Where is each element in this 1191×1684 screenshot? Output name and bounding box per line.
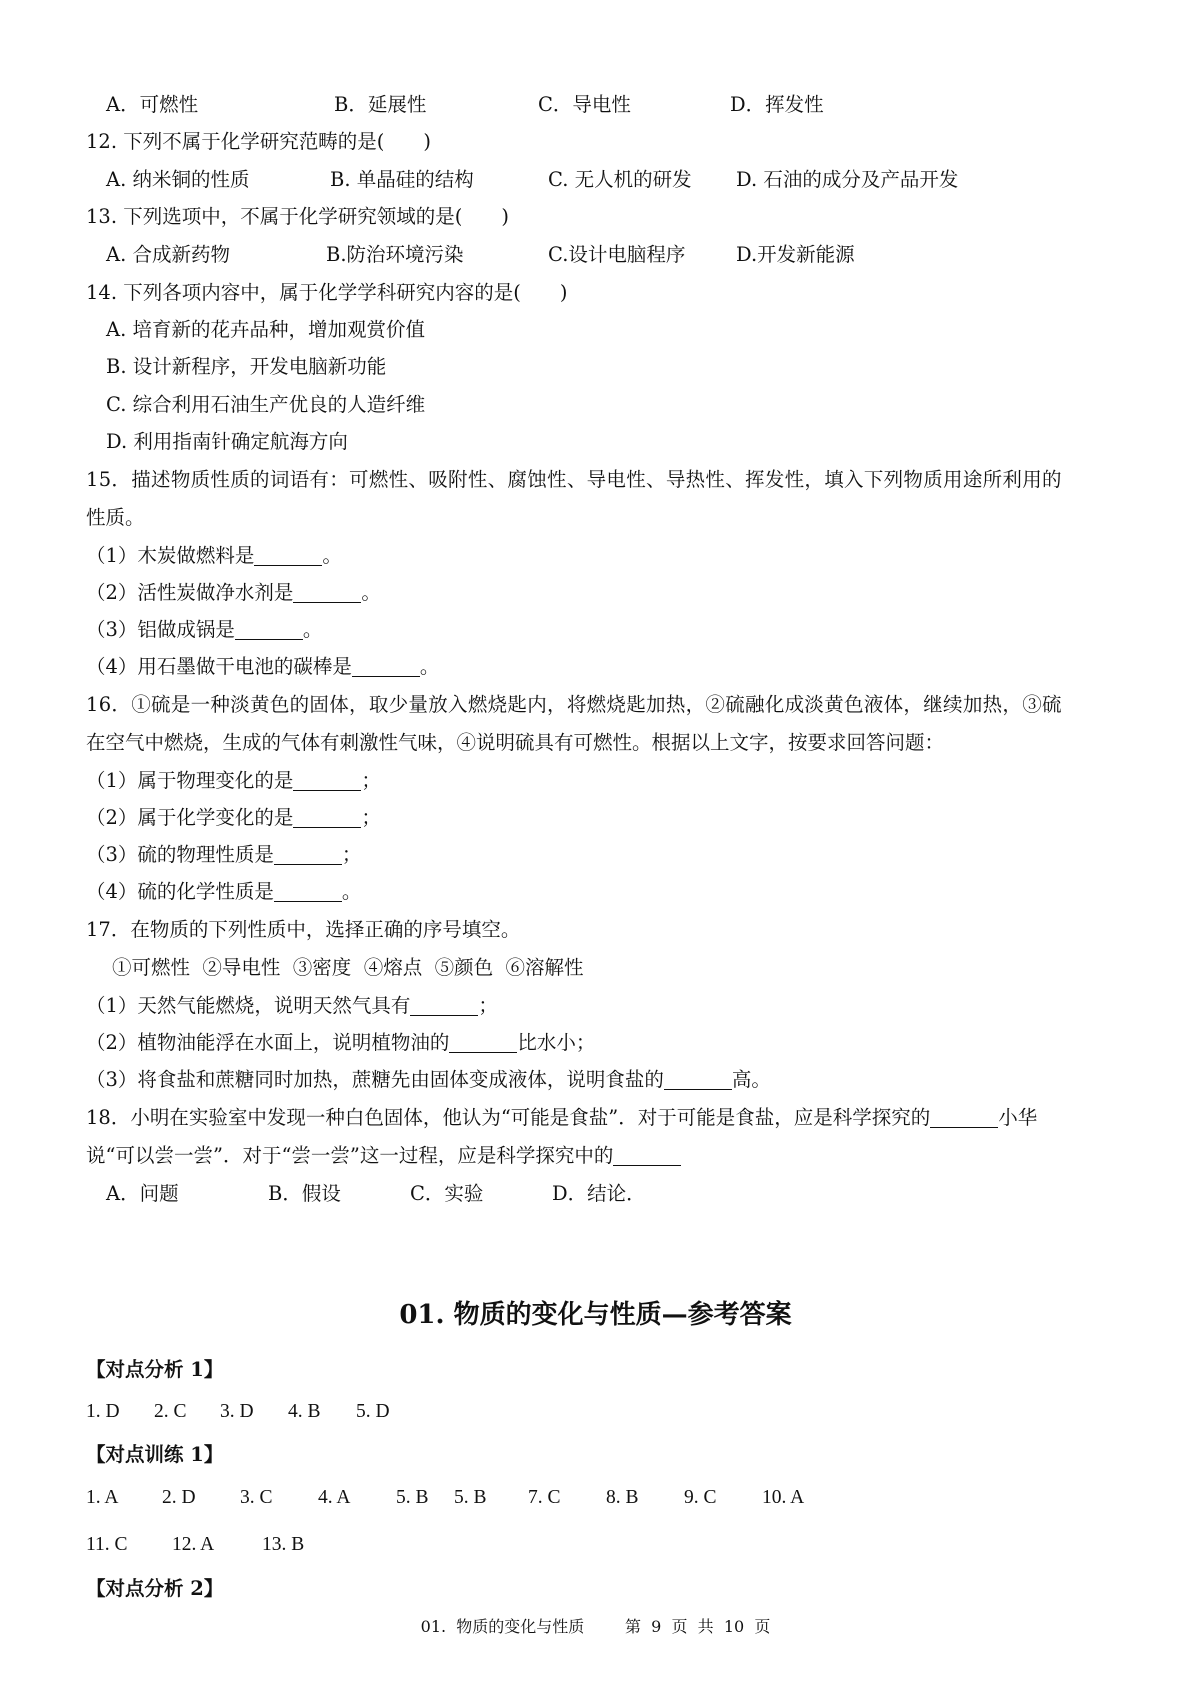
- q17-item-1: （1）天然气能燃烧，说明天然气具有 ；: [86, 994, 498, 1017]
- answer-blank: [352, 657, 420, 677]
- q15-stem-line2: 性质。: [86, 506, 145, 529]
- answer-blank: [293, 771, 361, 791]
- q18-option-d: D．结论．: [552, 1182, 646, 1205]
- answer-item: 9. C: [684, 1487, 717, 1508]
- q11-option-a: A．可燃性: [106, 93, 199, 116]
- answer-blank: [274, 882, 342, 902]
- q14-stem: 14. 下列各项内容中，属于化学学科研究内容的是( ): [86, 281, 568, 304]
- q15-item-4: （4）用石墨做干电池的碳棒是 。: [86, 655, 440, 678]
- answer-item: 11. C: [86, 1534, 128, 1555]
- footer-doc-title: 01. 物质的变化与性质: [420, 1617, 585, 1636]
- answer-item: 5. B: [396, 1487, 429, 1508]
- q11-option-d: D．挥发性: [730, 93, 824, 116]
- answer-blank: [930, 1108, 998, 1128]
- answer-blank: [664, 1070, 732, 1090]
- page-footer: [0, 1616, 1191, 1638]
- q11-option-c: C．导电性: [538, 93, 631, 116]
- q12-stem: 12. 下列不属于化学研究范畴的是( ): [86, 130, 431, 153]
- answer-item: 8. B: [606, 1487, 639, 1508]
- answer-item: 1. D: [86, 1401, 120, 1422]
- section-heading-analysis-2: 【对点分析 2】: [86, 1577, 224, 1600]
- q16-item-1: （1）属于物理变化的是 ；: [86, 769, 381, 792]
- answer-item: 4. B: [288, 1401, 321, 1422]
- q16-stem-line1: 16．①硫是一种淡黄色的固体，取少量放入燃烧匙内，将燃烧匙加热，②硫融化成淡黄色液体，继续加热，③硫: [86, 693, 1062, 716]
- answer-item: 1. A: [86, 1487, 119, 1508]
- answer-blank: [293, 808, 361, 828]
- q14-option-b: B. 设计新程序，开发电脑新功能: [106, 355, 387, 378]
- answer-item: 5. B: [454, 1487, 487, 1508]
- answer-key-title: 01. 物质的变化与性质—参考答案: [399, 1300, 792, 1330]
- q13-stem: 13. 下列选项中，不属于化学研究领域的是( ): [86, 205, 509, 228]
- q12-option-c: C. 无人机的研发: [548, 168, 692, 191]
- q14-option-a: A. 培育新的花卉品种，增加观赏价值: [106, 318, 425, 341]
- answer-blank: [410, 996, 478, 1016]
- answer-blank: [274, 845, 342, 865]
- q13-option-c: C.设计电脑程序: [548, 243, 686, 266]
- q18-option-b: B．假设: [268, 1182, 341, 1205]
- q17-stem: 17．在物质的下列性质中，选择正确的序号填空。: [86, 918, 521, 941]
- q17-choices: ①可燃性 ②导电性 ③密度 ④熔点 ⑤颜色 ⑥溶解性: [112, 956, 584, 979]
- q14-option-c: C. 综合利用石油生产优良的人造纤维: [106, 393, 426, 416]
- q11-option-b: B．延展性: [334, 93, 427, 116]
- section-heading-training-1: 【对点训练 1】: [86, 1443, 224, 1466]
- q15-item-3: （3）铝做成锅是 。: [86, 618, 323, 641]
- q14-option-d: D. 利用指南针确定航海方向: [106, 430, 348, 453]
- answer-item: 2. C: [154, 1401, 187, 1422]
- footer-page-number: 第 9 页 共 10 页: [624, 1617, 771, 1636]
- answer-item: 13. B: [262, 1534, 305, 1555]
- q12-option-a: A. 纳米铜的性质: [106, 168, 250, 191]
- q15-item-1: （1）木炭做燃料是 。: [86, 544, 342, 567]
- answer-item: 3. C: [240, 1487, 273, 1508]
- answer-blank: [293, 583, 361, 603]
- answer-item: 2. D: [162, 1487, 196, 1508]
- q16-item-2: （2）属于化学变化的是 ；: [86, 806, 381, 829]
- q18-line1: 18．小明在实验室中发现一种白色固体，他认为“可能是食盐”．对于可能是食盐，应是科学探究的 小华: [86, 1106, 1038, 1129]
- answer-item: 10. A: [762, 1487, 805, 1508]
- section-heading-analysis-1: 【对点分析 1】: [86, 1358, 224, 1381]
- q18-option-a: A．问题: [106, 1182, 179, 1205]
- q16-item-3: （3）硫的物理性质是 ；: [86, 843, 362, 866]
- q17-item-2: （2）植物油能浮在水面上，说明植物油的 比水小；: [86, 1031, 596, 1054]
- answer-item: 7. C: [528, 1487, 561, 1508]
- q13-option-b: B.防治环境污染: [326, 243, 464, 266]
- answer-blank: [613, 1146, 681, 1166]
- answer-blank: [235, 620, 303, 640]
- q12-option-b: B. 单晶硅的结构: [330, 168, 474, 191]
- q15-stem-line1: 15．描述物质性质的词语有：可燃性、吸附性、腐蚀性、导电性、导热性、挥发性，填入下列物质用途所利用的: [86, 468, 1062, 491]
- q16-item-4: （4）硫的化学性质是 。: [86, 880, 362, 903]
- q13-option-d: D.开发新能源: [736, 243, 855, 266]
- answer-blank: [254, 546, 322, 566]
- q18-line2: 说“可以尝一尝”．对于“尝一尝”这一过程，应是科学探究中的: [86, 1143, 681, 1169]
- q13-option-a: A. 合成新药物: [106, 243, 230, 266]
- q17-item-3: （3）将食盐和蔗糖同时加热，蔗糖先由固体变成液体，说明食盐的 高。: [86, 1068, 771, 1091]
- q16-stem-line2: 在空气中燃烧，生成的气体有刺激性气味，④说明硫具有可燃性。根据以上文字，按要求回答问题：: [86, 731, 945, 754]
- answer-item: 5. D: [356, 1401, 390, 1422]
- answer-item: 4. A: [318, 1487, 351, 1508]
- answer-item: 12. A: [172, 1534, 215, 1555]
- q12-option-d: D. 石油的成分及产品开发: [736, 168, 959, 191]
- answer-blank: [449, 1033, 517, 1053]
- q18-option-c: C．实验: [410, 1182, 484, 1205]
- answer-item: 3. D: [220, 1401, 254, 1422]
- q15-item-2: （2）活性炭做净水剂是 。: [86, 581, 381, 604]
